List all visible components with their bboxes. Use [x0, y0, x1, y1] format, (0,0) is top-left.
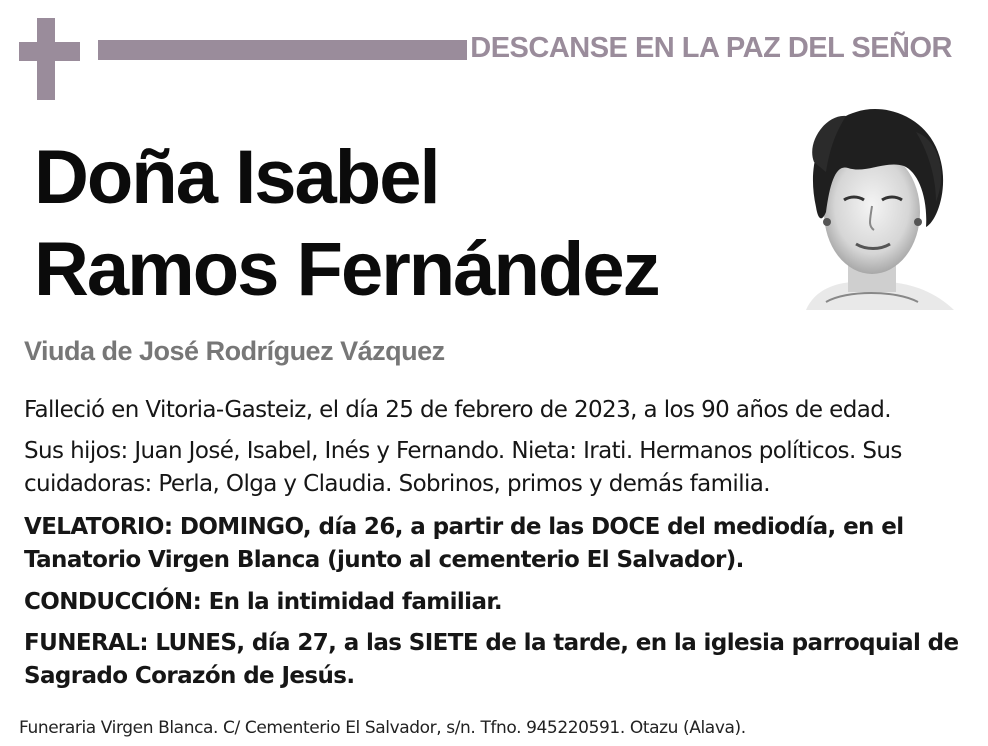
portrait-photo	[786, 102, 956, 310]
name-line-1: Doña Isabel	[34, 135, 439, 220]
name-line-2: Ramos Fernández	[34, 227, 659, 312]
funeral-info: FUNERAL: LUNES, día 27, a las SIETE de la tarde, en la iglesia parroquial de Sagrado Corazón de Jesús.	[24, 630, 959, 689]
funeral-home-footer: Funeraria Virgen Blanca. C/ Cementerio El Salvador, s/n. Tfno. 945220591. Otazu (Alava).	[19, 718, 746, 738]
header-rule	[98, 40, 467, 60]
family-list: Sus hijos: Juan José, Isabel, Inés y Fernando. Nieta: Irati. Hermanos políticos. Sus cuidadoras: Perla, Olga y Claudia. Sobrinos, primos y demás familia.	[24, 438, 902, 497]
widow-of: Viuda de José Rodríguez Vázquez	[24, 336, 445, 366]
portrait-illustration	[786, 102, 956, 310]
procession-info: CONDUCCIÓN: En la intimidad familiar.	[24, 589, 502, 615]
wake-info: VELATORIO: DOMINGO, día 26, a partir de las DOCE del mediodía, en el Tanatorio Virgen Blanca (junto al cementerio El Salvador).	[24, 514, 904, 573]
header-title: DESCANSE EN LA PAZ DEL SEÑOR	[470, 32, 952, 64]
deceased-name	[34, 132, 659, 316]
death-notice: Falleció en Vitoria-Gasteiz, el día 25 de febrero de 2023, a los 90 años de edad.	[24, 397, 891, 423]
